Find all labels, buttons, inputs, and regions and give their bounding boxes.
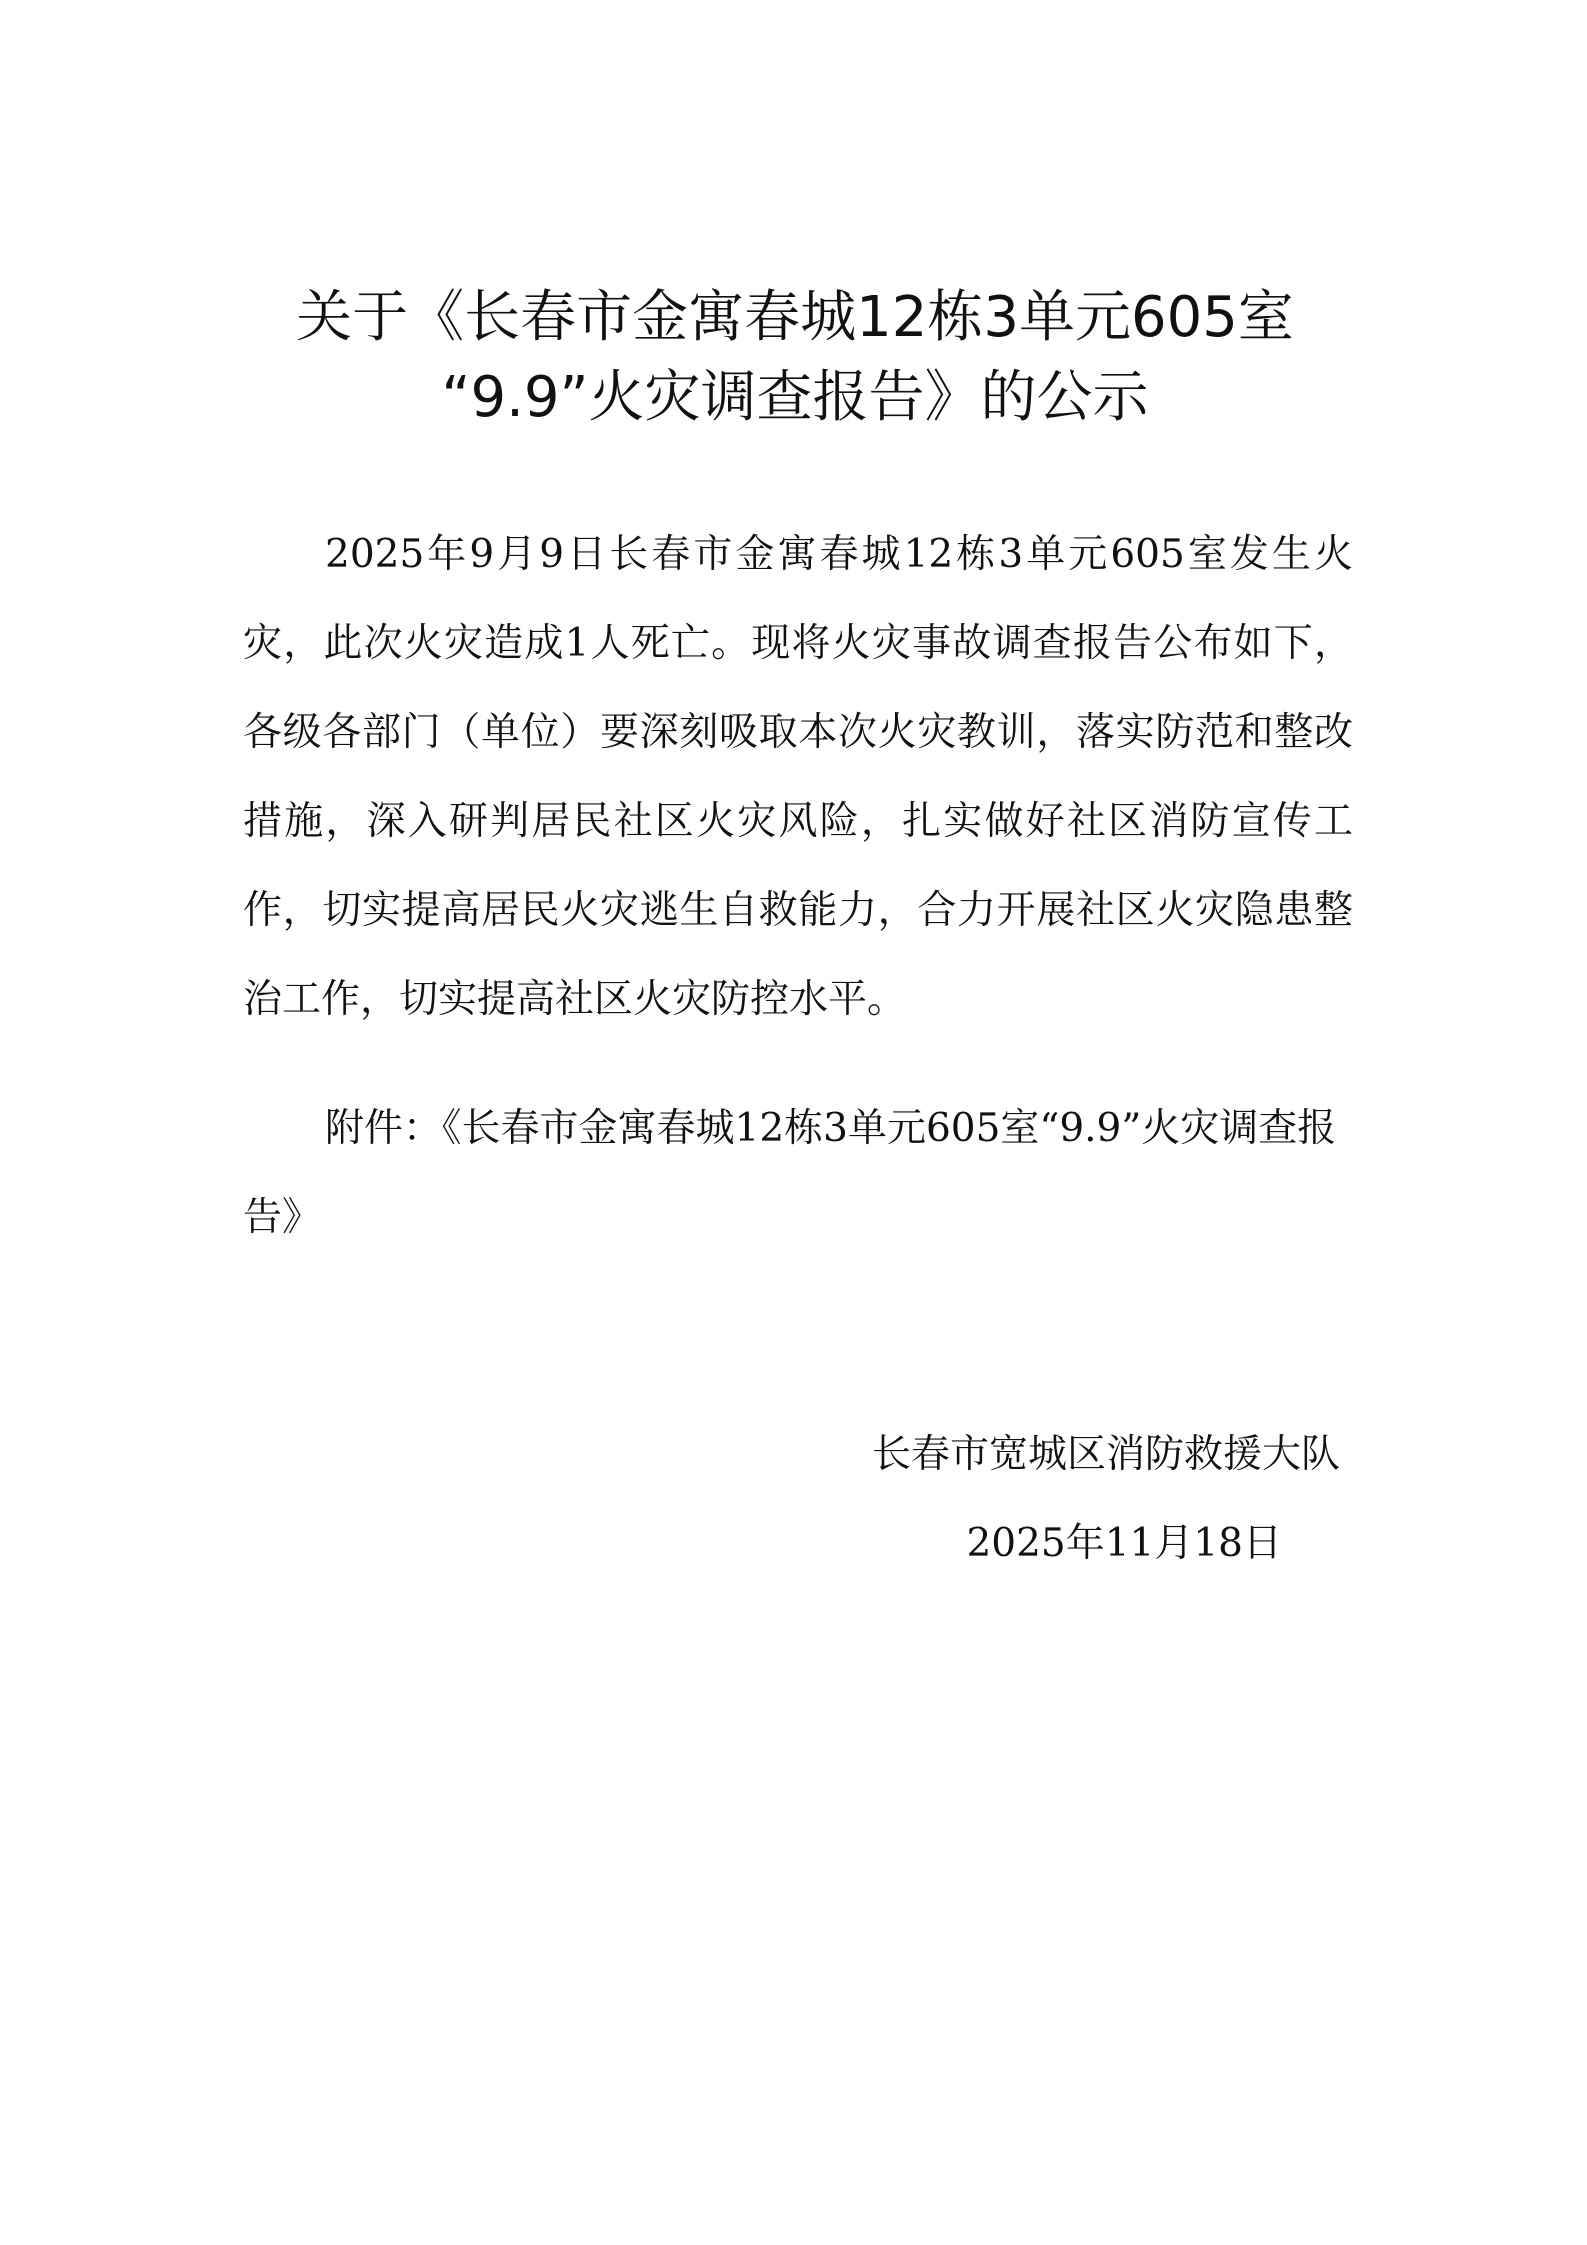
attachment-reference: 附件：《长春市金寓春城12栋3单元605室“9.9”火灾调查报告》	[243, 1106, 1337, 1240]
issuing-organization: 长春市宽城区消防救援大队	[871, 1432, 1340, 1477]
notice-body-paragraph: 2025年9月9日长春市金寓春城12栋3单元605室发生火灾，此次火灾造成1人死亡。现将火灾事故调查报告公布如下，各级各部门（单位）要深刻吸取本次火灾教训，落实防范和整改措施，深入研判居民社区火灾风险，扎实做好社区消防宣传工作，切实提高居民火灾逃生自救能力，合力开展社区火灾隐患整治工作，切实提高社区火灾防控水平。	[243, 532, 1353, 1022]
title-line-1: 关于《长春市金寓春城12栋3单元605室	[296, 285, 1294, 350]
title-line-2: “9.9”火灾调查报告》的公示	[441, 365, 1149, 430]
issue-date: 2025年11月18日	[966, 1521, 1282, 1566]
document-title	[220, 278, 1370, 438]
signature-block	[780, 1410, 1340, 1588]
